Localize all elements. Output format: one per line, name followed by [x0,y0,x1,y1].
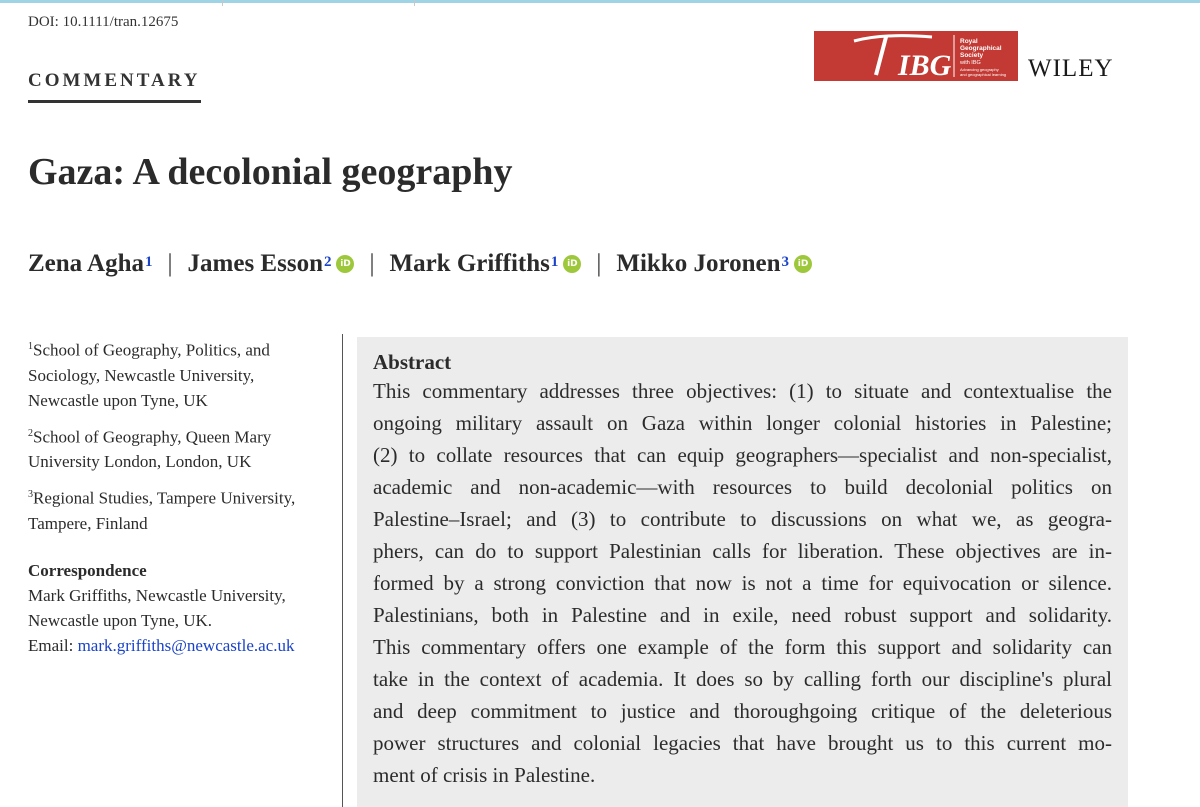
author-separator: | [596,250,602,277]
abstract-line: Palestinians, both in Palestine and in exile, need robust support and solidarity. [373,603,1112,627]
author-separator: | [369,250,375,277]
affiliation-number: 2 [28,427,33,439]
abstract-line: (2) to collate resources that can equip geographers—specialist and non-specialist, [373,443,1112,467]
orcid-icon[interactable]: iD [336,255,354,273]
affiliation-number: 3 [28,489,33,501]
correspondence-line: Mark Griffiths, Newcastle University, [28,585,286,605]
society-tagline: Advancing geography [960,67,999,72]
correspondence-email-link[interactable]: mark.griffiths@newcastle.ac.uk [77,635,295,655]
rgs-ibg-logo-graphic [814,31,1018,81]
affiliation-line: Newcastle upon Tyne, UK [28,390,208,410]
society-name-line: Society [960,52,984,59]
affiliation-marker[interactable]: 3 [781,253,790,270]
correspondence-email-row [28,633,328,658]
author-separator: | [167,250,173,277]
abstract-line: formed by a strong conviction that now is not a time for equivocation or silence. [373,571,1112,595]
abstract-line: and deep commitment to justice and thoroughgoing critique of the deleterious [373,699,1112,723]
affiliation-marker[interactable]: 2 [323,253,332,270]
abstract-line: academic and non-academic—with resources to build decolonial politics on [373,475,1112,499]
affiliation [28,421,328,475]
author[interactable] [188,250,355,278]
top-divider-tick [222,0,223,6]
correspondence-line: Newcastle upon Tyne, UK. [28,610,213,630]
article-title: Gaza: A decolonial geography [28,151,513,193]
abstract-line: ment of crisis in Palestine. [373,763,596,787]
correspondence-heading: Correspondence [28,560,147,580]
abstract-box [357,337,1128,807]
browser-top-highlight [0,0,1200,3]
email-label: Email: [28,635,78,655]
society-name-line: Geographical [960,45,1002,52]
abstract-line: This commentary offers one example of the form this support and solidarity can [373,635,1112,659]
wiley-logo[interactable]: WILEY [1028,55,1114,82]
abstract-line: power structures and colonial legacies that have brought us to this current mo- [373,731,1112,755]
affiliation-number: 1 [28,341,33,352]
author[interactable] [28,250,153,278]
top-divider-tick [414,0,415,6]
orcid-icon[interactable]: iD [794,255,812,273]
doi[interactable]: DOI: 10.1111/tran.12675 [28,14,179,30]
orcid-icon[interactable]: iD [563,255,581,273]
author[interactable] [389,250,581,278]
author[interactable] [616,250,812,278]
ibg-logo-text: IBG [898,49,952,81]
rgs-ibg-logo[interactable] [814,31,1018,81]
publisher-logos [814,31,1130,81]
abstract-line: take in the context of academia. It does so by calling forth our discipline's plural [373,667,1112,691]
affiliation-marker[interactable]: 1 [550,253,559,270]
society-tagline: and geographical learning [960,72,1007,77]
affiliation-line: School of Geography, Queen Mary [33,427,272,447]
affiliation-line: University London, London, UK [28,452,252,472]
affiliation-line: School of Geography, Politics, and [33,340,270,360]
article-sidebar [28,334,328,658]
author-name[interactable]: Mark Griffiths [389,250,550,277]
author-list [28,250,812,278]
abstract-line: This commentary addresses three objectives: (1) to situate and contextualise the [373,379,1112,403]
society-name-line: with IBG [960,60,981,66]
affiliation [28,334,328,413]
abstract-line: phers, can do to support Palestinian calls for liberation. These objectives are in- [373,539,1112,563]
affiliation-line: Sociology, Newcastle University, [28,365,255,385]
abstract-line: Palestine–Israel; and (3) to contribute to discussions on what we, as geogra- [373,507,1112,531]
column-divider [342,334,343,807]
author-name[interactable]: Zena Agha [28,250,145,277]
abstract-line: ongoing military assault on Gaza within longer colonial histories in Palestine; [373,411,1112,435]
author-name[interactable]: James Esson [187,250,323,277]
affiliation-line: Tampere, Finland [28,513,148,533]
affiliation-marker[interactable]: 1 [145,253,153,270]
affiliation [28,482,328,536]
affiliation-line: Regional Studies, Tampere University, [33,488,296,508]
author-name[interactable]: Mikko Joronen [616,250,781,277]
section-label: COMMENTARY [28,70,201,103]
abstract-heading: Abstract [373,350,452,374]
society-name-line: Royal [960,38,978,45]
